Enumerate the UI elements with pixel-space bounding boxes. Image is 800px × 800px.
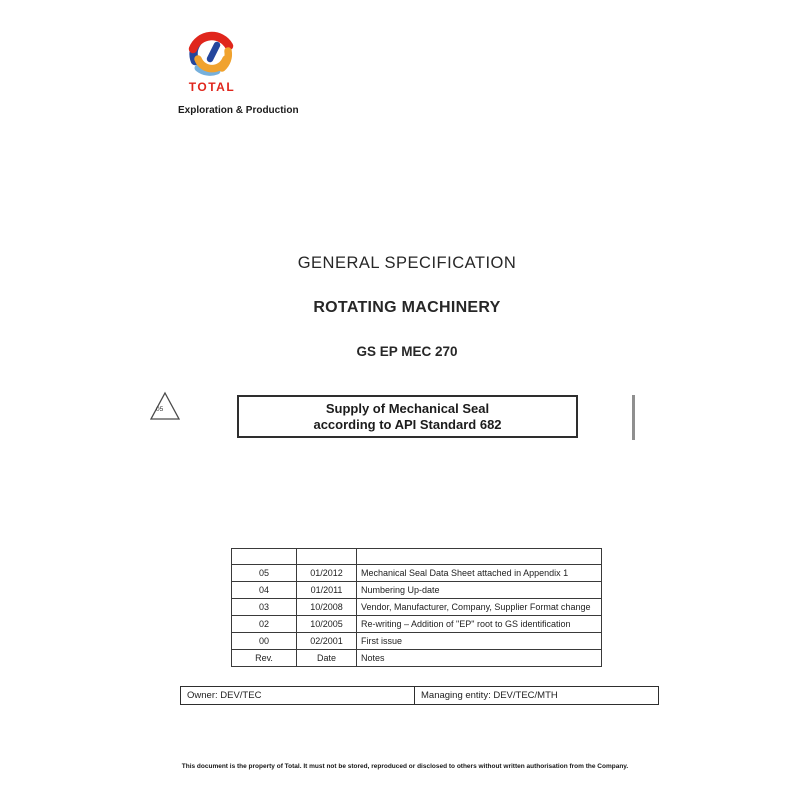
notes-cell: Re-writing – Addition of "EP" root to GS identification <box>357 616 602 633</box>
confidentiality-footer: This document is the property of Total. It must not be stored, reproduced or disclosed to others without written authorisation from the Company. <box>181 763 629 770</box>
notes-header-cell: Notes <box>357 650 602 667</box>
date-cell: 01/2012 <box>297 565 357 582</box>
notes-cell: First issue <box>357 633 602 650</box>
notes-cell: Mechanical Seal Data Sheet attached in Appendix 1 <box>357 565 602 582</box>
table-row <box>232 650 602 667</box>
rev-cell: 02 <box>232 616 297 633</box>
date-cell: 01/2011 <box>297 582 357 599</box>
doc-code-heading: GS EP MEC 270 <box>356 344 458 359</box>
rev-cell: 05 <box>232 565 297 582</box>
notes-cell: Numbering Up-date <box>357 582 602 599</box>
document-title-line1: Supply of Mechanical Seal <box>325 400 490 416</box>
revision-history-table <box>231 548 602 667</box>
total-globe-logo-icon <box>186 28 236 78</box>
rev-cell: 04 <box>232 582 297 599</box>
document-title-line2: according to API Standard 682 <box>313 416 502 432</box>
revision-marker-label: 05 <box>156 406 164 413</box>
date-cell <box>297 549 357 565</box>
table-row <box>232 549 602 565</box>
date-cell: 10/2005 <box>297 616 357 633</box>
change-bar <box>632 395 635 440</box>
managing-entity-cell: Managing entity: DEV/TEC/MTH <box>415 687 659 705</box>
doc-type-heading: GENERAL SPECIFICATION <box>297 254 517 272</box>
date-header-cell: Date <box>297 650 357 667</box>
notes-cell <box>357 549 602 565</box>
rev-cell <box>232 549 297 565</box>
rev-header-cell: Rev. <box>232 650 297 667</box>
date-cell: 10/2008 <box>297 599 357 616</box>
division-label: Exploration & Production <box>178 105 299 116</box>
revision-triangle-icon <box>149 391 181 421</box>
notes-cell: Vendor, Manufacturer, Company, Supplier Format change <box>357 599 602 616</box>
table-row <box>232 565 602 582</box>
date-cell: 02/2001 <box>297 633 357 650</box>
document-title-box <box>237 395 578 438</box>
rev-cell: 03 <box>232 599 297 616</box>
table-row <box>181 687 659 705</box>
total-wordmark: TOTAL <box>188 80 236 94</box>
table-row <box>232 633 602 650</box>
ownership-table <box>180 686 659 705</box>
discipline-heading: ROTATING MACHINERY <box>313 299 501 316</box>
table-row <box>232 599 602 616</box>
owner-cell: Owner: DEV/TEC <box>181 687 415 705</box>
table-row <box>232 582 602 599</box>
rev-cell: 00 <box>232 633 297 650</box>
table-row <box>232 616 602 633</box>
